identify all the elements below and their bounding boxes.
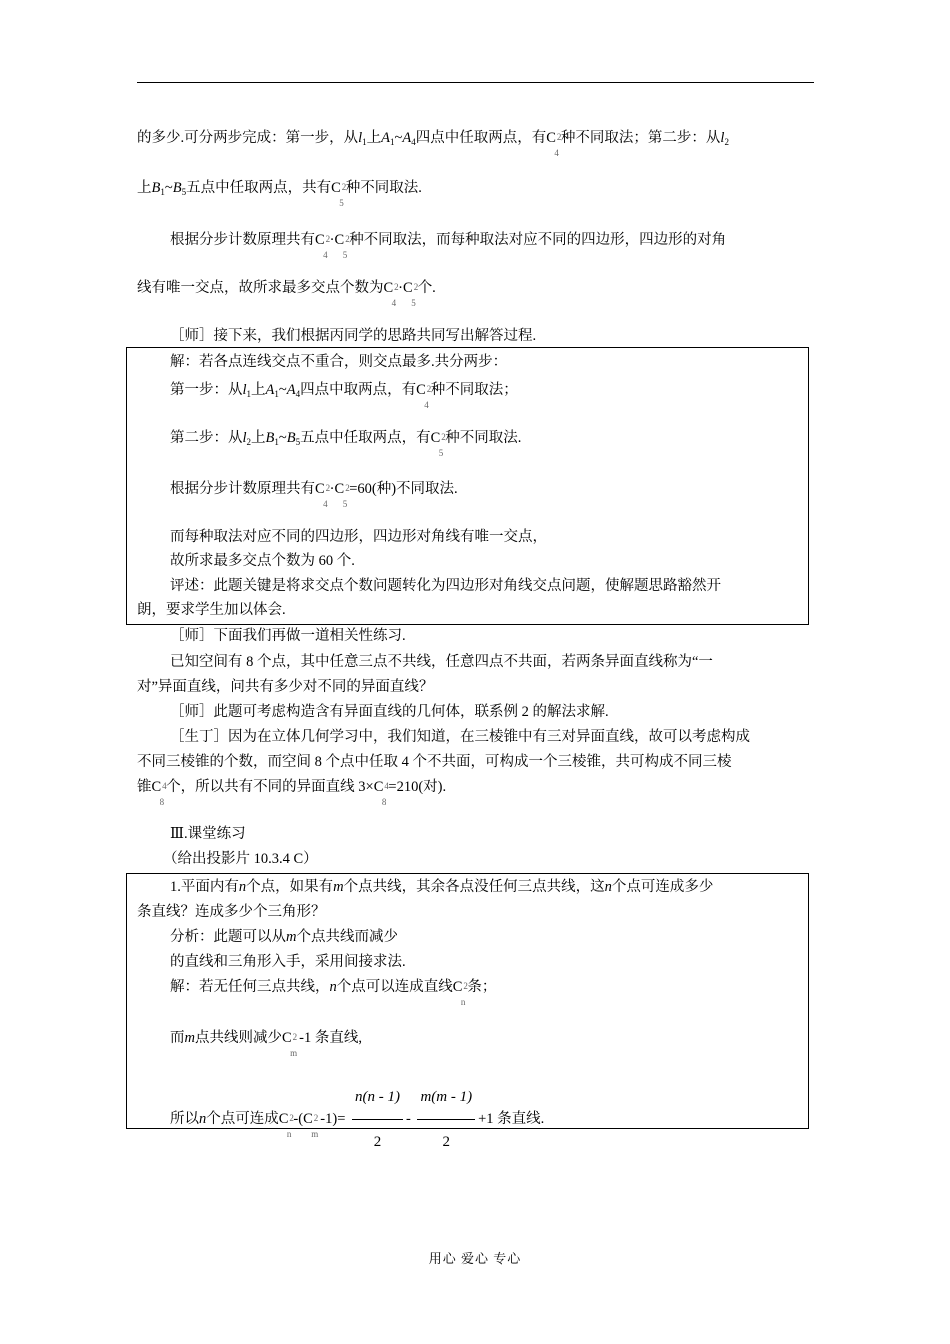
- paragraph-line: 已知空间有 8 个点，其中任意三点不共线，任意四点不共面，若两条异面直线称为“一: [170, 654, 713, 670]
- paragraph-line: 上$B_1\sim B_5$五点中任取两点，共有C25种不同取法.: [137, 180, 422, 208]
- exercise-formula-line: 所以n个点可连成C2n-(C2m-1)= $\frac{n(n - 1)}{2}$ - $\frac{m(m - 1)}{2}$ +1 条直线.: [170, 1076, 544, 1163]
- solution-line: 朗，要求学生加以体会.: [137, 602, 286, 618]
- paragraph-line: 对”异面直线，问共有多少对不同的异面直线？: [137, 679, 434, 695]
- solution-line: 第一步：从$l_1$上$A_1\sim A_4$四点中取两点，有C24种不同取法；: [170, 382, 518, 410]
- exercise-line: 1.平面内有n个点，如果有m个点共线，其余各点没任何三点共线，这n个点可连成多少: [170, 879, 714, 895]
- exercise-line: 而m点共线则减少C2m-1 条直线,: [170, 1030, 363, 1058]
- exercise-line: 条直线？连成多少个三角形？: [137, 904, 326, 920]
- solution-line: 根据分步计数原理共有C24·C25=60(种)不同取法.: [170, 481, 458, 509]
- solution-line: 故所求最多交点个数为 60 个.: [170, 553, 355, 569]
- page-footer: 用心 爱心 专心: [428, 1251, 522, 1266]
- exercise-line: 的直线和三角形入手，采用间接求法.: [170, 954, 406, 970]
- exercise-line: 解：若无任何三点共线，n个点可以连成直线C2n条；: [170, 979, 497, 1007]
- solution-line: 评述：此题关键是将求交点个数问题转化为四边形对角线交点问题，使解题思路豁然开: [170, 578, 721, 594]
- teacher-line: ［师］此题可考虑构造含有异面直线的几何体，联系例 2 的解法求解.: [170, 704, 609, 720]
- header-rule: [137, 82, 814, 83]
- fraction-m: $\frac{m(m - 1)}{2}$: [417, 1076, 475, 1163]
- paragraph-line: 的多少.可分两步完成：第一步，从$l_1$上$A_1\sim A_4$四点中任取两点，有C24种不同取法；第二步：从$l_2$: [137, 130, 729, 158]
- paragraph-line: 线有唯一交点，故所求最多交点个数为C24·C25个.: [137, 280, 436, 308]
- paragraph-line: 根据分步计数原理共有C24·C25种不同取法，而每种取法对应不同的四边形，四边形的对角: [170, 232, 727, 260]
- solution-line: 第二步：从$l_2$上$B_1\sim B_5$五点中任取两点，有C25种不同取法.: [170, 430, 522, 458]
- paragraph-line: 锥C48个，所以共有不同的异面直线 3×C48=210(对).: [137, 779, 447, 807]
- exercise-line: 分析：此题可以从m个点共线而减少: [170, 929, 398, 945]
- fraction-n: $\frac{n(n - 1)}{2}$: [352, 1076, 403, 1163]
- solution-line: 而每种取法对应不同的四边形，四边形对角线有唯一交点，: [170, 529, 547, 545]
- paragraph-line: ［生丁］因为在立体几何学习中，我们知道，在三棱锥中有三对异面直线，故可以考虑构成: [170, 729, 750, 745]
- slide-note: （给出投影片 10.3.4 C）: [163, 851, 318, 867]
- paragraph-line: 不同三棱锥的个数，而空间 8 个点中任取 4 个不共面，可构成一个三棱锥，共可构成不同三棱: [137, 754, 732, 770]
- section-heading: Ⅲ.课堂练习: [170, 826, 246, 842]
- solution-line: 解：若各点连线交点不重合，则交点最多.共分两步：: [170, 354, 508, 370]
- teacher-line: ［师］下面我们再做一道相关性练习.: [170, 628, 406, 644]
- teacher-line: ［师］接下来，我们根据丙同学的思路共同写出解答过程.: [170, 328, 537, 344]
